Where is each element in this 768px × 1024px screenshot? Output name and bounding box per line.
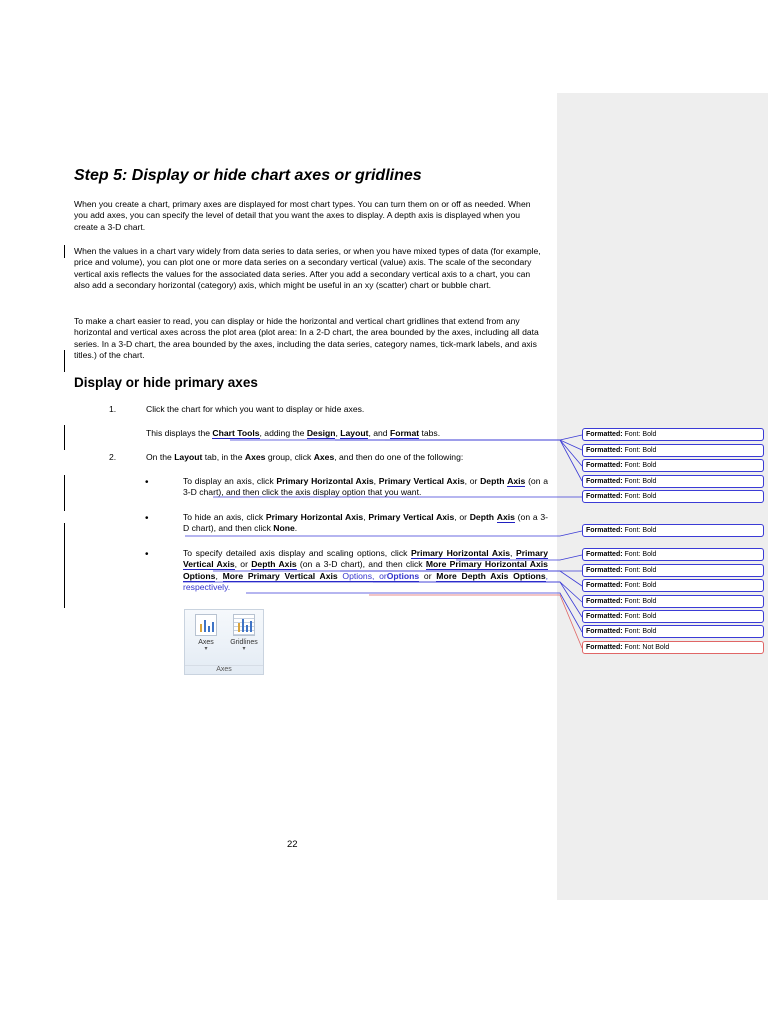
balloon-prefix: Formatted:	[586, 598, 623, 605]
axis-term: Primary Horizontal Axis	[411, 548, 510, 558]
axes-button-label: Axes	[198, 639, 214, 646]
intro-paragraph: When you create a chart, primary axes are displayed for most chart types. You can turn them on or off as needed. When you add axes, you can specify the level of detail that you want the axes to display. A depth axis is displayed when you create a 3-D chart.	[74, 199, 531, 232]
balloon-prefix: Formatted:	[586, 567, 623, 574]
balloon-prefix: Formatted:	[586, 613, 623, 620]
text-run: To display an axis, click	[183, 476, 277, 486]
formatting-balloon[interactable]	[582, 428, 764, 441]
text-run: , or	[454, 512, 470, 522]
text-run: ,	[373, 476, 379, 486]
paragraph-text: , or when you have mixed types of data (for example, price and volume), you can plot one or more data series on a secondary vertical (value) axis. The scale of the secondary vertical axis reflects the values for the associated data series. After you add a secondary vertical axis to a chart, you can also add a secondary horizontal (category) axis, which might be useful in an xy (scatter) chart or bubble chart.	[74, 246, 541, 290]
step-number: 1.	[109, 404, 117, 414]
gridlines-button-label: Gridlines	[230, 639, 258, 646]
inserted-text: Options,	[337, 570, 375, 581]
formatting-balloon[interactable]	[582, 475, 764, 488]
balloon-detail: Font: Bold	[624, 628, 657, 635]
bullet-icon: •	[145, 513, 149, 524]
page-heading: Step 5: Display or hide chart axes or gridlines	[74, 167, 422, 184]
paragraph-text: When the values in a chart vary widely from data series to data series	[74, 246, 339, 256]
text-run: ,	[335, 428, 341, 438]
text-run: , and then click the axis display option that you want.	[221, 487, 422, 498]
axis-term: Primary Vertical Axis	[378, 476, 465, 486]
axis-term: Primary Vertical Axis	[368, 512, 455, 522]
balloon-detail: Font: Bold	[624, 462, 657, 469]
formatting-balloon[interactable]	[582, 524, 764, 537]
text-run: ,	[363, 512, 369, 522]
axis-term: Depth Axis	[251, 559, 297, 570]
balloon-detail: Font: Bold	[624, 582, 657, 589]
formatting-balloon[interactable]	[582, 625, 764, 638]
text-run: To specify detailed axis display and scaling options, click	[183, 548, 411, 558]
balloon-detail: Font: Bold	[624, 598, 657, 605]
chevron-down-icon: ▾	[204, 646, 208, 652]
text-run: , and then click	[362, 559, 426, 570]
text-run: ,	[510, 548, 516, 558]
axis-term: Primary Horizontal Axis	[276, 476, 374, 486]
step-text: Click the chart for which you want to display or hide axes.	[146, 404, 365, 414]
text-run: or	[419, 570, 437, 581]
balloon-prefix: Formatted:	[586, 582, 623, 589]
text-run: (on a 3-D chart)	[183, 512, 548, 534]
text-run: , and then click	[213, 523, 274, 534]
balloon-detail: Font: Bold	[624, 567, 657, 574]
axis-term: Primary Vertical Axis	[183, 548, 548, 570]
axis-term: Primary Horizontal Axis	[265, 512, 364, 522]
page-number: 22	[287, 839, 298, 850]
step-number: 2.	[109, 452, 117, 462]
formatting-balloon[interactable]	[582, 595, 764, 608]
formatting-balloon[interactable]	[582, 490, 764, 503]
ribbon-group-label: Axes	[185, 665, 263, 673]
layout-term: Layout	[174, 452, 203, 462]
text-run: , and then do one of the following:	[334, 452, 464, 462]
axis-options-term: More Primary Horizontal Axis Options	[183, 559, 548, 581]
section-heading: Display or hide primary axes	[74, 375, 258, 390]
axis-term: Depth	[469, 512, 495, 522]
text-run: group, click	[265, 452, 314, 462]
paragraph-text: , and axis titles.) of the chart.	[74, 338, 537, 360]
text-run: To hide an axis, click	[183, 512, 266, 522]
balloon-detail: Font: Bold	[624, 613, 657, 620]
formatting-balloon[interactable]	[582, 641, 764, 654]
formatting-balloon[interactable]	[582, 610, 764, 623]
axis-options-term: More Depth Axis Options	[436, 570, 546, 581]
text-run: , and	[368, 428, 390, 438]
text-run: , adding the	[259, 428, 307, 438]
balloon-prefix: Formatted:	[586, 493, 623, 500]
axis-term: Axis	[496, 512, 515, 522]
axis-term: Axis	[507, 476, 526, 486]
format-tab-term: Format	[389, 428, 420, 438]
none-term: None	[273, 523, 295, 534]
balloon-detail: Font: Bold	[624, 478, 657, 485]
axes-group-term: Axes	[244, 452, 266, 462]
text-run: , or	[464, 476, 481, 486]
axis-term: Depth	[480, 476, 505, 486]
chevron-down-icon: ▾	[242, 646, 246, 652]
balloon-prefix: Formatted:	[586, 478, 623, 485]
axis-options-term: More Primary Vertical Axis	[222, 570, 338, 581]
chart-tools-term: Chart Tools	[212, 428, 260, 438]
formatting-balloon[interactable]	[582, 579, 764, 592]
balloon-detail: Font: Bold	[624, 527, 657, 534]
balloon-prefix: Formatted:	[586, 462, 623, 469]
balloon-detail: Font: Bold	[624, 447, 657, 454]
bullet-icon: •	[145, 477, 149, 488]
inserted-text: , respectively.	[183, 570, 548, 592]
balloon-prefix: Formatted:	[586, 551, 623, 558]
text-run: (on a 3-D chart)	[183, 476, 548, 498]
text-run: tabs.	[419, 428, 441, 438]
balloon-detail: Font: Bold	[624, 551, 657, 558]
paragraph-text: To make a chart easier to read, you can display or hide the horizontal and vertical chart gridlines that extend from any horizontal and vertical axes across the plot area (plot area: In a 2-D chart, the area bounded by the axes, including all data series. In a 3-D chart, the area bounded by the axes, including the data series, category names, tick-mark labels	[74, 316, 539, 349]
design-tab-term: Design	[306, 428, 336, 438]
layout-tab-term: Layout	[340, 428, 369, 438]
formatting-balloon[interactable]	[582, 459, 764, 472]
balloon-prefix: Formatted:	[586, 431, 623, 438]
balloon-detail: Font: Bold	[624, 431, 657, 438]
balloon-prefix: Formatted:	[586, 447, 623, 454]
text-run: (on a 3-D chart)	[296, 559, 363, 570]
balloon-prefix: Formatted:	[586, 628, 623, 635]
formatting-balloon[interactable]	[582, 564, 764, 577]
balloon-prefix: Formatted:	[586, 644, 623, 651]
balloon-prefix: Formatted:	[586, 527, 623, 534]
balloon-detail: Font: Bold	[624, 493, 657, 500]
text-run: On the	[146, 452, 175, 462]
text-run: tab, in the	[202, 452, 245, 462]
axes-term: Axes	[313, 452, 335, 462]
bullet-icon: •	[145, 549, 149, 560]
inserted-text: or	[374, 570, 387, 581]
text-run: This displays the	[146, 428, 213, 438]
balloon-detail: Font: Not Bold	[624, 644, 670, 651]
inserted-text: Options	[386, 570, 420, 581]
formatting-balloon[interactable]	[582, 444, 764, 457]
text-run: , or	[234, 559, 252, 570]
text-run: .	[294, 523, 298, 534]
text-run: ,	[215, 570, 223, 581]
formatting-balloon[interactable]	[582, 548, 764, 561]
